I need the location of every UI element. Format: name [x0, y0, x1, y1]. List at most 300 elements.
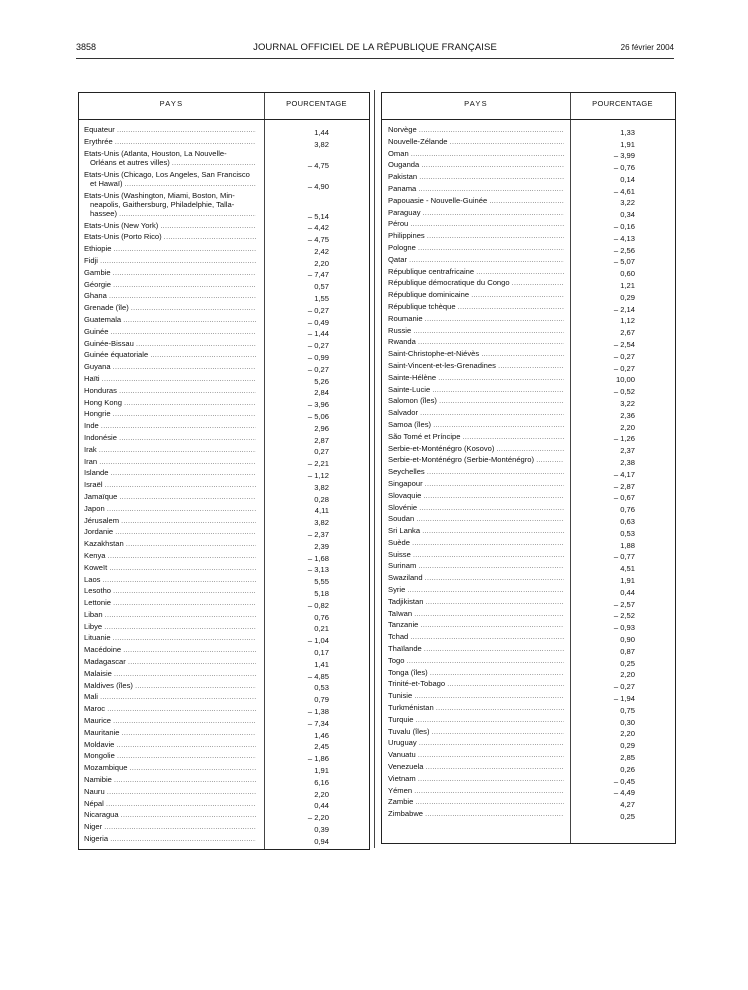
percentage-value: 0,87: [620, 646, 635, 656]
percentage-value: 0,76: [620, 505, 635, 515]
country-name-line: Turquie .....: [388, 715, 564, 726]
country-name: [84, 657, 256, 668]
country-name-line: Sainte-Hélène .....: [388, 373, 564, 384]
country-name: [388, 561, 564, 572]
percentage-value: 1,55: [314, 294, 329, 304]
percentage-value: – 5,07: [613, 257, 635, 267]
country-name-line: Jérusalem .....: [84, 516, 256, 527]
country-name-line: Vietnam .....: [388, 774, 564, 785]
percentage-value: 0,29: [620, 292, 635, 302]
table-row: [382, 727, 675, 739]
percentage-value: – 1,86: [307, 754, 329, 764]
table-row: [79, 445, 369, 457]
country-name: [388, 137, 564, 148]
country-name: [84, 244, 256, 255]
country-name: [84, 763, 256, 774]
country-name: [84, 810, 256, 821]
percentage-value: 0,94: [314, 836, 329, 846]
percentage-value: 5,26: [314, 376, 329, 386]
table-row: [79, 834, 369, 846]
country-name-line: Rwanda .....: [388, 337, 564, 348]
country-name-line: Trinité-et-Tobago .....: [388, 679, 564, 690]
table-row: [79, 398, 369, 410]
country-name-line: Saint-Vincent-et-les-Grenadines .....: [388, 361, 564, 372]
percentage-value: – 0,82: [307, 600, 329, 610]
header-pays: PAYS: [159, 99, 184, 108]
table-row: [382, 160, 675, 172]
percentage-value: – 0,77: [613, 552, 635, 562]
table-row: [382, 738, 675, 750]
country-name: [388, 609, 564, 620]
country-name-line: Philippines .....: [388, 231, 564, 242]
country-name-line: Gambie .....: [84, 268, 256, 279]
table-row: [382, 632, 675, 644]
table-row: [79, 374, 369, 386]
country-name: [84, 480, 256, 491]
percentage-value: 2,38: [620, 458, 635, 468]
column-divider: [374, 90, 375, 848]
percentage-value: 0,21: [314, 624, 329, 634]
percentage-value: – 2,37: [307, 530, 329, 540]
country-name-line: Seychelles .....: [388, 467, 564, 478]
table-row: [79, 280, 369, 292]
country-name-line: Liban .....: [84, 610, 256, 621]
table-row: [382, 750, 675, 762]
country-name-line: Géorgie .....: [84, 280, 256, 291]
table-row: [382, 243, 675, 255]
percentage-value: 5,55: [314, 577, 329, 587]
percentage-value: 2,84: [314, 388, 329, 398]
table-row: [382, 290, 675, 302]
country-name: [84, 457, 256, 468]
page-number: 3858: [76, 42, 97, 52]
table-row: [382, 797, 675, 809]
country-name: [388, 243, 564, 254]
country-name: [388, 314, 564, 325]
table-row: [79, 504, 369, 516]
country-name-line: Slovaquie .....: [388, 491, 564, 502]
percentage-value: 0,28: [314, 494, 329, 504]
percentage-value: – 0,93: [613, 623, 635, 633]
country-name: [84, 268, 256, 279]
percentage-value: – 2,52: [613, 611, 635, 621]
percentage-value: 4,51: [620, 564, 635, 574]
header-pourcentage: POURCENTAGE: [286, 99, 347, 108]
country-name-line: Nauru .....: [84, 787, 256, 798]
country-name-line: Pérou .....: [388, 219, 564, 230]
country-name-line: Ethiopie .....: [84, 244, 256, 255]
percentage-value: 0,76: [314, 612, 329, 622]
country-name-line: Equateur .....: [84, 125, 256, 136]
country-name: [84, 280, 256, 291]
publication-date: 26 février 2004: [620, 43, 674, 52]
country-name: [388, 644, 564, 655]
table-row: [382, 809, 675, 821]
table-row: [382, 609, 675, 621]
table-row: [382, 479, 675, 491]
table-row: [79, 633, 369, 645]
country-name: [388, 526, 564, 537]
percentage-value: – 0,27: [307, 305, 329, 315]
country-name-line: Indonésie .....: [84, 433, 256, 444]
country-name: [388, 337, 564, 348]
country-name-line: Roumanie .....: [388, 314, 564, 325]
country-name: [388, 491, 564, 502]
country-name: [84, 327, 256, 338]
country-name-line: Slovénie .....: [388, 503, 564, 514]
country-name-line: Japon .....: [84, 504, 256, 515]
table-row: [382, 349, 675, 361]
table-row: [79, 799, 369, 811]
table-row: [382, 196, 675, 208]
table-row: [79, 787, 369, 799]
country-name-line: Macédoine .....: [84, 645, 256, 656]
country-name: [388, 420, 564, 431]
country-name-line: Kazakhstan .....: [84, 539, 256, 550]
country-name-line: Pakistan .....: [388, 172, 564, 183]
percentage-value: – 5,14: [307, 211, 329, 221]
country-name: [388, 691, 564, 702]
country-name: [84, 822, 256, 833]
percentage-value: 2,87: [314, 435, 329, 445]
percentage-value: 0,57: [314, 282, 329, 292]
percentage-value: – 3,96: [307, 400, 329, 410]
country-name-line: Surinam .....: [388, 561, 564, 572]
table-row: [382, 385, 675, 397]
table-row: [382, 420, 675, 432]
percentage-value: – 1,94: [613, 693, 635, 703]
table-row: [79, 291, 369, 303]
percentage-value: – 0,16: [613, 222, 635, 232]
country-name-line: Haïti .....: [84, 374, 256, 385]
country-name: [388, 208, 564, 219]
country-name-line: Suède .....: [388, 538, 564, 549]
table-row: [382, 373, 675, 385]
percentage-value: – 4,49: [613, 788, 635, 798]
country-name-line: Vanuatu .....: [388, 750, 564, 761]
country-name: [388, 632, 564, 643]
country-name: [388, 396, 564, 407]
country-name: [84, 716, 256, 727]
country-name: [84, 751, 256, 762]
country-name-line: Norvège .....: [388, 125, 564, 136]
percentage-value: 3,22: [620, 399, 635, 409]
percentage-value: – 0,27: [307, 341, 329, 351]
country-name: [84, 669, 256, 680]
country-name: [84, 468, 256, 479]
percentage-value: – 2,56: [613, 245, 635, 255]
table-row: [79, 362, 369, 374]
percentage-value: – 2,21: [307, 459, 329, 469]
country-name: [388, 444, 564, 455]
table-row: [382, 219, 675, 231]
country-name-line: Papouasie - Nouvelle-Guinée .....: [388, 196, 564, 207]
country-name: [388, 231, 564, 242]
percentage-value: 0,26: [620, 764, 635, 774]
percentage-value: 2,20: [620, 729, 635, 739]
country-name-line: Oman .....: [388, 149, 564, 160]
percentage-value: 2,20: [620, 422, 635, 432]
country-name: [388, 585, 564, 596]
table-row: [79, 657, 369, 669]
table-row: [79, 527, 369, 539]
percentage-value: 4,27: [620, 800, 635, 810]
table-row: [79, 669, 369, 681]
country-name: [84, 170, 256, 190]
table-row: [79, 327, 369, 339]
table-row: [79, 563, 369, 575]
percentage-value: – 1,44: [307, 329, 329, 339]
country-name: [388, 703, 564, 714]
country-name-line: Moldavie .....: [84, 740, 256, 751]
percentage-value: – 0,27: [613, 682, 635, 692]
country-name: [84, 137, 256, 148]
country-name-line: Syrie .....: [388, 585, 564, 596]
percentage-value: – 2,14: [613, 304, 635, 314]
table-row: [382, 444, 675, 456]
country-name: [388, 255, 564, 266]
table-row: [382, 679, 675, 691]
country-name: [388, 786, 564, 797]
country-name: [388, 738, 564, 749]
country-name-line: Turkménistan .....: [388, 703, 564, 714]
percentage-value: – 0,76: [613, 163, 635, 173]
country-name-line: Israël .....: [84, 480, 256, 491]
table-row: [382, 491, 675, 503]
percentage-value: 1,91: [620, 575, 635, 585]
table-row: [382, 561, 675, 573]
percentage-value: 2,42: [314, 246, 329, 256]
country-name: [84, 645, 256, 656]
country-name-line: Uruguay .....: [388, 738, 564, 749]
table-row: [79, 645, 369, 657]
table-row: [79, 598, 369, 610]
percentage-value: 0,25: [620, 658, 635, 668]
country-name: [84, 504, 256, 515]
country-name-line: Zimbabwe .....: [388, 809, 564, 820]
table-row: [382, 526, 675, 538]
table-row: [382, 644, 675, 656]
table-row: [79, 421, 369, 433]
percentage-value: 2,39: [314, 541, 329, 551]
country-name-line: Mozambique .....: [84, 763, 256, 774]
country-name-line: Suisse .....: [388, 550, 564, 561]
table-row: [79, 315, 369, 327]
country-name-line: neapolis, Gaithersburg, Philadelphie, Talla-: [90, 199, 235, 209]
percentage-value: – 3,99: [613, 151, 635, 161]
country-name-line: Etats-Unis (Chicago, Los Angeles, San Francisco: [84, 169, 250, 179]
country-name: [84, 610, 256, 621]
country-name-line: Koweït .....: [84, 563, 256, 574]
country-name-line: Paraguay .....: [388, 208, 564, 219]
country-name-line: Jordanie .....: [84, 527, 256, 538]
country-name-line: Etats-Unis (New York) .....: [84, 221, 256, 232]
country-name: [84, 681, 256, 692]
country-name: [84, 386, 256, 397]
country-name-line: Grenade (île) .....: [84, 303, 256, 314]
percentage-value: – 0,27: [613, 351, 635, 361]
country-name-line: Maroc .....: [84, 704, 256, 715]
country-name-line: Libye .....: [84, 622, 256, 633]
country-name-line: Tanzanie .....: [388, 620, 564, 631]
country-name-line: Laos .....: [84, 575, 256, 586]
percentage-value: – 4,75: [307, 160, 329, 170]
country-name-line: Madagascar .....: [84, 657, 256, 668]
table-row: [79, 575, 369, 587]
country-name-line: Saint-Christophe-et-Niévès .....: [388, 349, 564, 360]
country-name: [388, 573, 564, 584]
country-name-line: Sainte-Lucie .....: [388, 385, 564, 396]
table-row: [79, 256, 369, 268]
table-row: [79, 492, 369, 504]
country-name: [84, 445, 256, 456]
percentage-value: 0,53: [620, 528, 635, 538]
country-name-line: Iran .....: [84, 457, 256, 468]
table-row: [79, 232, 369, 244]
country-name: [388, 361, 564, 372]
country-name-line: Lettonie .....: [84, 598, 256, 609]
country-name: [84, 221, 256, 232]
table-row: [79, 468, 369, 480]
percentage-value: – 5,06: [307, 412, 329, 422]
percentage-value: 0,75: [620, 705, 635, 715]
percentage-value: – 4,17: [613, 469, 635, 479]
percentage-value: 0,90: [620, 634, 635, 644]
country-name-line: São Tomé et Príncipe .....: [388, 432, 564, 443]
percentage-value: 0,79: [314, 695, 329, 705]
country-name: [84, 303, 256, 314]
journal-title: JOURNAL OFFICIEL DE LA RÉPUBLIQUE FRANÇAISE: [253, 42, 497, 53]
country-name-line: Hong Kong .....: [84, 398, 256, 409]
percentage-value: 0,29: [620, 741, 635, 751]
table-row: [382, 585, 675, 597]
percentage-value: 2,20: [314, 789, 329, 799]
table-row: [382, 715, 675, 727]
table-row: [79, 586, 369, 598]
country-name-line: Tonga (îles) .....: [388, 668, 564, 679]
percentage-value: 2,96: [314, 423, 329, 433]
country-name-line: Etats-Unis (Porto Rico) .....: [84, 232, 256, 243]
country-name: [388, 125, 564, 136]
table-row: [382, 208, 675, 220]
country-name-line: Inde .....: [84, 421, 256, 432]
header-pays: PAYS: [464, 99, 488, 108]
table-row: [79, 610, 369, 622]
country-name: [84, 692, 256, 703]
country-name-line: Ouganda .....: [388, 160, 564, 171]
country-name: [388, 302, 564, 313]
country-name-line: Guinée équatoriale .....: [84, 350, 256, 361]
percentage-value: 2,67: [620, 328, 635, 338]
percentage-value: – 0,49: [307, 317, 329, 327]
country-name: [388, 774, 564, 785]
percentage-value: 1,88: [620, 540, 635, 550]
country-name: [84, 398, 256, 409]
percentage-value: 4,11: [314, 506, 329, 516]
percentage-value: 3,82: [314, 482, 329, 492]
country-name: [388, 184, 564, 195]
percentage-value: 1,41: [314, 659, 329, 669]
table-row: [79, 810, 369, 822]
percentage-value: – 4,85: [307, 671, 329, 681]
country-name-line: Népal .....: [84, 799, 256, 810]
country-name: [84, 740, 256, 751]
country-name-line: Tchad .....: [388, 632, 564, 643]
percentage-value: 1,21: [620, 281, 635, 291]
country-name: [388, 385, 564, 396]
country-name: [388, 668, 564, 679]
country-name-line: Nouvelle-Zélande .....: [388, 137, 564, 148]
table-row: [79, 716, 369, 728]
table-row: [382, 337, 675, 349]
percentage-value: 1,91: [314, 765, 329, 775]
country-name: [388, 750, 564, 761]
table-row: [382, 691, 675, 703]
country-name: [388, 160, 564, 171]
country-name: [388, 620, 564, 631]
country-name: [388, 172, 564, 183]
country-name: [84, 787, 256, 798]
country-name: [84, 125, 256, 136]
table-row: [382, 455, 675, 467]
country-name-line: Tadjikistan .....: [388, 597, 564, 608]
table-row: [382, 550, 675, 562]
percentage-value: – 2,54: [613, 340, 635, 350]
percentage-value: – 2,20: [307, 813, 329, 823]
table-row: [382, 597, 675, 609]
table-row: [382, 267, 675, 279]
country-name: [84, 291, 256, 302]
percentage-value: – 2,87: [613, 481, 635, 491]
country-name-line: Swaziland .....: [388, 573, 564, 584]
country-name: [388, 267, 564, 278]
percentage-value: 0,30: [620, 717, 635, 727]
country-name-line: Lituanie .....: [84, 633, 256, 644]
country-name: [388, 597, 564, 608]
table-row: [79, 433, 369, 445]
country-name-line: Zambie .....: [388, 797, 564, 808]
country-name: [84, 834, 256, 845]
country-name-line: Honduras .....: [84, 386, 256, 397]
country-name-line: Thaïlande .....: [388, 644, 564, 655]
percentage-value: 2,37: [620, 446, 635, 456]
table-row: [382, 703, 675, 715]
country-name: [84, 598, 256, 609]
table-row: [79, 221, 369, 233]
table-row: [382, 786, 675, 798]
country-name: [84, 315, 256, 326]
country-name: [84, 799, 256, 810]
percentage-value: 0,44: [620, 587, 635, 597]
country-name-line: Yémen .....: [388, 786, 564, 797]
country-name: [388, 715, 564, 726]
country-name-line: Guinée-Bissau .....: [84, 339, 256, 350]
percentage-value: 2,20: [314, 258, 329, 268]
country-name-line: Samoa (îles) .....: [388, 420, 564, 431]
country-name-line: Etats-Unis (Washington, Miami, Boston, Min-: [84, 190, 235, 200]
page-header: [76, 40, 674, 59]
country-name: [388, 149, 564, 160]
country-name-line: Serbie-et-Monténégro (Serbie-Monténégro) .....: [388, 455, 564, 466]
country-name-line: Sri Lanka .....: [388, 526, 564, 537]
table-row: [79, 751, 369, 763]
country-name-line: Hongrie .....: [84, 409, 256, 420]
table-row: [79, 516, 369, 528]
country-name: [84, 339, 256, 350]
table-row: [79, 303, 369, 315]
percentage-value: 3,82: [314, 518, 329, 528]
country-name-line: Panama .....: [388, 184, 564, 195]
